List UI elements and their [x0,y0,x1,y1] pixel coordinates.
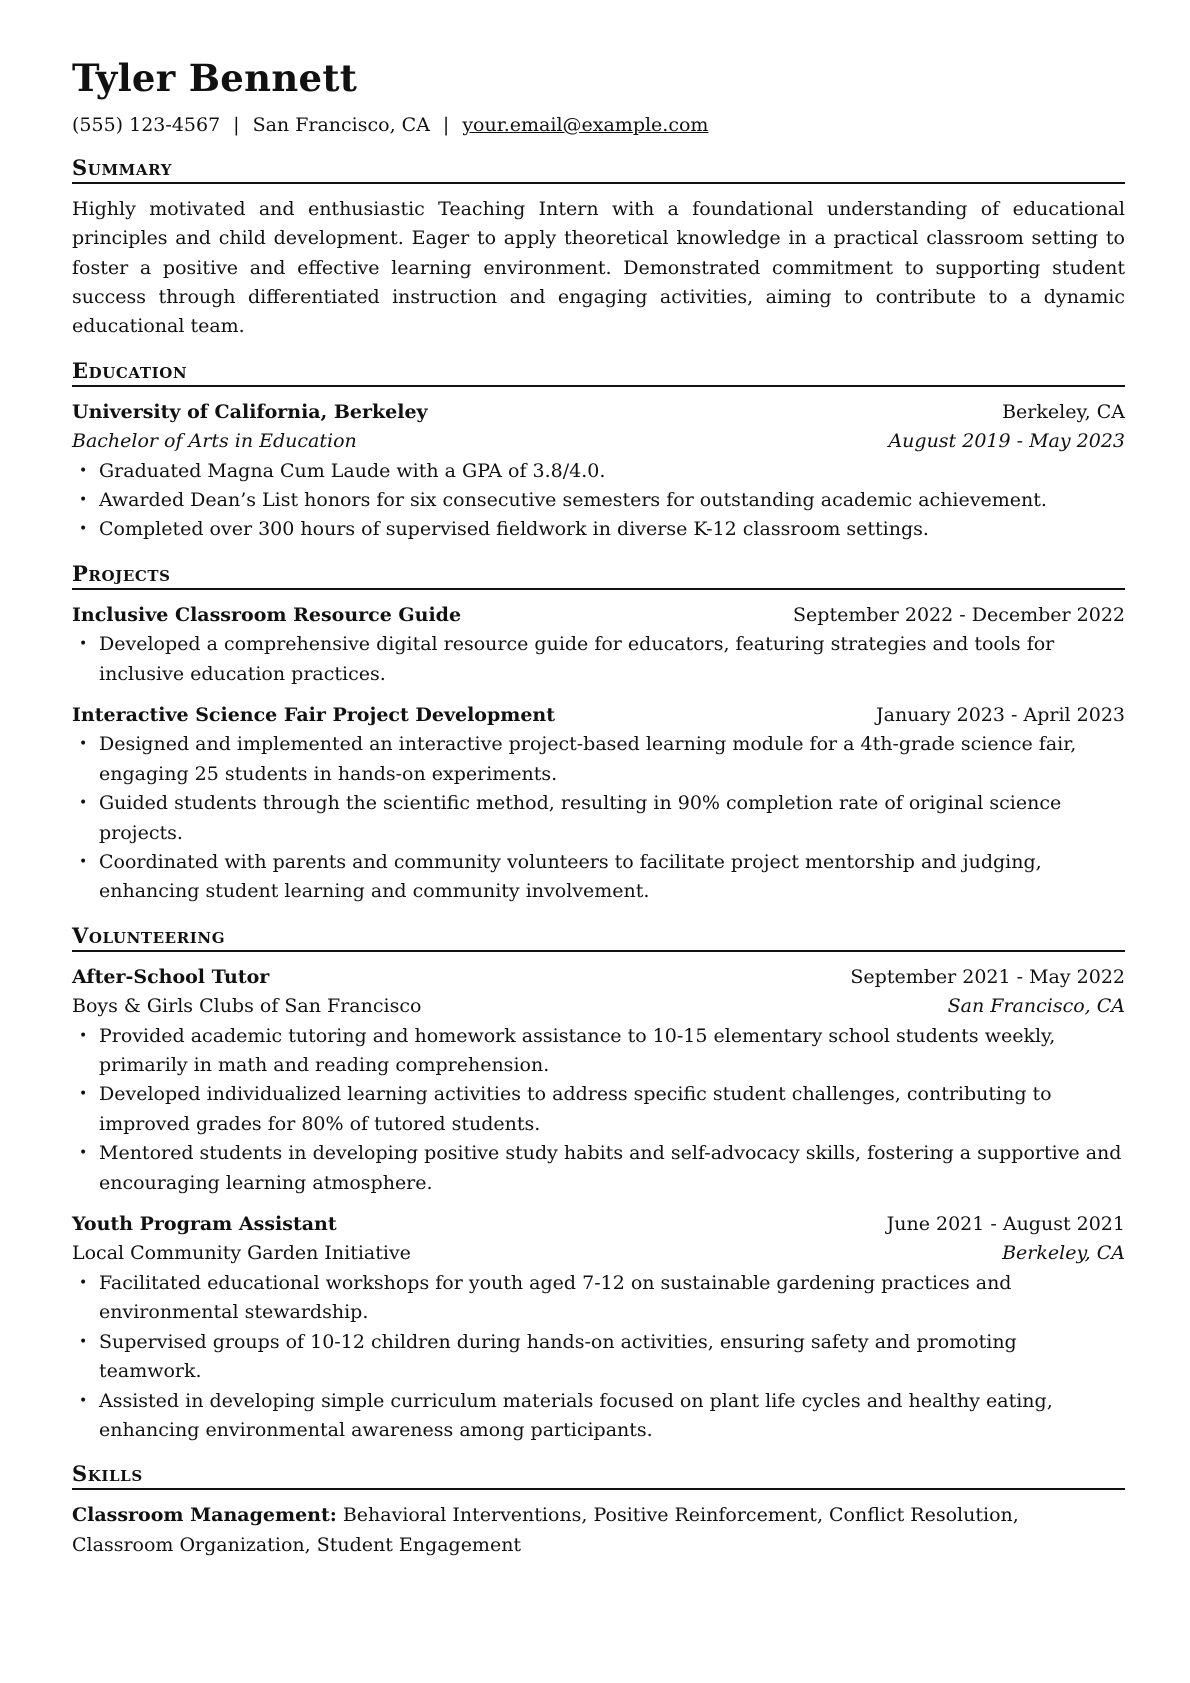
bullet-item [72,457,1125,486]
bullet-item [72,1080,1125,1139]
skills-line [72,1501,1125,1560]
bullet-dot: • [79,1392,88,1409]
bullet-item [72,1139,1125,1198]
projects-heading: Projects [72,561,1125,590]
project-entry [72,601,1125,689]
volunteering-heading: Volunteering [72,923,1125,952]
contact-phone: (555) 123-4567 [72,113,221,136]
education-row-2 [72,427,1125,456]
volunteer-dates: September 2021 - May 2022 [850,965,1125,988]
education-entry [72,398,1125,545]
bullet-dot: • [79,736,88,753]
bullet-text: Awarded Dean’s List honors for six consecutive semesters for outstanding academic achievement. [99,488,1047,511]
bullet-dot: • [79,462,88,479]
bullet-text: Supervised groups of 10-12 children during hands-on activities, ensuring safety and promoting teamwork. [99,1330,1017,1383]
bullet-dot: • [79,1027,88,1044]
bullet-item [72,630,1125,689]
bullet-text: Facilitated educational workshops for youth aged 7-12 on sustainable gardening practices and environmental stewardship. [99,1271,1012,1324]
volunteer-bullets [72,1269,1125,1445]
projects-section [72,561,1125,907]
project-bullets [72,730,1125,906]
education-heading: Education [72,358,1125,387]
education-dates: August 2019 - May 2023 [888,430,1125,453]
project-bullets [72,630,1125,689]
bullet-dot: • [79,491,88,508]
bullet-dot: • [79,1086,88,1103]
volunteer-organization: Local Community Garden Initiative [72,1242,411,1265]
education-degree: Bachelor of Arts in Education [72,430,357,453]
education-section [72,358,1125,545]
education-bullets [72,457,1125,545]
volunteer-row-2 [72,1239,1125,1268]
bullet-item [72,515,1125,544]
skills-category: Classroom Management: [72,1504,337,1527]
bullet-dot: • [79,1145,88,1162]
volunteer-row-1 [72,1210,1125,1239]
education-location: Berkeley, CA [1002,400,1125,423]
bullet-dot: • [79,1333,88,1350]
bullet-item [72,1022,1125,1081]
summary-section [72,155,1125,342]
bullet-text: Developed a comprehensive digital resource guide for educators, featuring strategies and tools for inclusive education practices. [99,633,1055,685]
volunteer-organization: Boys & Girls Clubs of San Francisco [72,995,422,1018]
volunteer-entry [72,963,1125,1198]
project-dates: September 2022 - December 2022 [793,603,1125,626]
bullet-text: Developed individualized learning activities to address specific student challenges, contributing to improved grades for 80% of tutored students. [99,1083,1052,1135]
volunteer-role: After-School Tutor [72,965,270,988]
education-school: University of California, Berkeley [72,400,428,423]
resume-name: Tyler Bennett [72,56,358,100]
project-title: Interactive Science Fair Project Development [72,703,556,726]
project-row [72,701,1125,730]
bullet-item [72,848,1125,907]
project-title: Inclusive Classroom Resource Guide [72,603,462,626]
contact-email-link[interactable]: your.email@example.com [462,113,709,136]
bullet-text: Assisted in developing simple curriculum materials focused on plant life cycles and healthy eating, enhancing environmental awareness among participants. [99,1389,1053,1441]
volunteer-role: Youth Program Assistant [72,1213,337,1236]
project-entry [72,701,1125,907]
bullet-text: Coordinated with parents and community volunteers to facilitate project mentorship and judging, enhancing student learning and community involvement. [99,851,1042,903]
volunteer-entry [72,1210,1125,1445]
bullet-item [72,1387,1125,1446]
bullet-dot: • [79,1274,88,1291]
bullet-dot: • [79,636,88,653]
bullet-item [72,730,1125,789]
contact-location: San Francisco, CA [252,113,430,136]
bullet-text: Designed and implemented an interactive project-based learning module for a 4th-grade science fair, engaging 25 students in hands-on experiments. [99,733,1077,785]
volunteer-dates: June 2021 - August 2021 [886,1213,1125,1236]
bullet-item [72,789,1125,848]
contact-separator: | [442,113,450,136]
volunteer-location: San Francisco, CA [947,995,1125,1018]
volunteer-row-2 [72,992,1125,1021]
contact-separator: | [233,113,240,136]
volunteer-location: Berkeley, CA [1002,1242,1125,1265]
bullet-dot: • [79,854,88,870]
summary-text: Highly motivated and enthusiastic Teaching Intern with a foundational understanding of educational principles and child development. Eager to apply theoretical knowledge in a practical classroom setting to foster a positive and effective learning environment. Demonstrated commitment to supporting student success through differentiated instruction and engaging activities, aiming to contribute to a dynamic educational team. [72,197,1125,338]
bullet-item [72,1269,1125,1328]
bullet-text: Mentored students in developing positive study habits and self-advocacy skills, fostering a supportive and encouraging learning atmosphere. [99,1142,1122,1194]
education-row-1 [72,398,1125,427]
bullet-item [72,486,1125,515]
bullet-dot: • [79,521,88,538]
project-row [72,601,1125,630]
volunteering-section [72,923,1125,1446]
bullet-text: Guided students through the scientific method, resulting in 90% completion rate of original science projects. [99,792,1062,844]
skills-items: Behavioral Interventions, Positive Reinforcement, Conflict Resolution, Classroom Organization, Student Engagement [72,1504,1019,1556]
summary-heading: Summary [72,155,1125,184]
skills-heading: Skills [72,1461,1125,1490]
bullet-text: Completed over 300 hours of supervised fieldwork in diverse K-12 classroom settings. [99,518,929,541]
volunteer-row-1 [72,963,1125,992]
bullet-item [72,1328,1125,1387]
bullet-dot: • [79,795,88,812]
volunteer-bullets [72,1022,1125,1198]
resume-page [72,58,1125,1560]
contact-line [72,111,1125,139]
bullet-text: Provided academic tutoring and homework assistance to 10-15 elementary school students weekly, primarily in math and reading comprehension. [99,1024,1056,1077]
project-dates: January 2023 - April 2023 [876,703,1125,726]
skills-section [72,1461,1125,1560]
bullet-text: Graduated Magna Cum Laude with a GPA of 3.8/4.0. [99,459,606,482]
